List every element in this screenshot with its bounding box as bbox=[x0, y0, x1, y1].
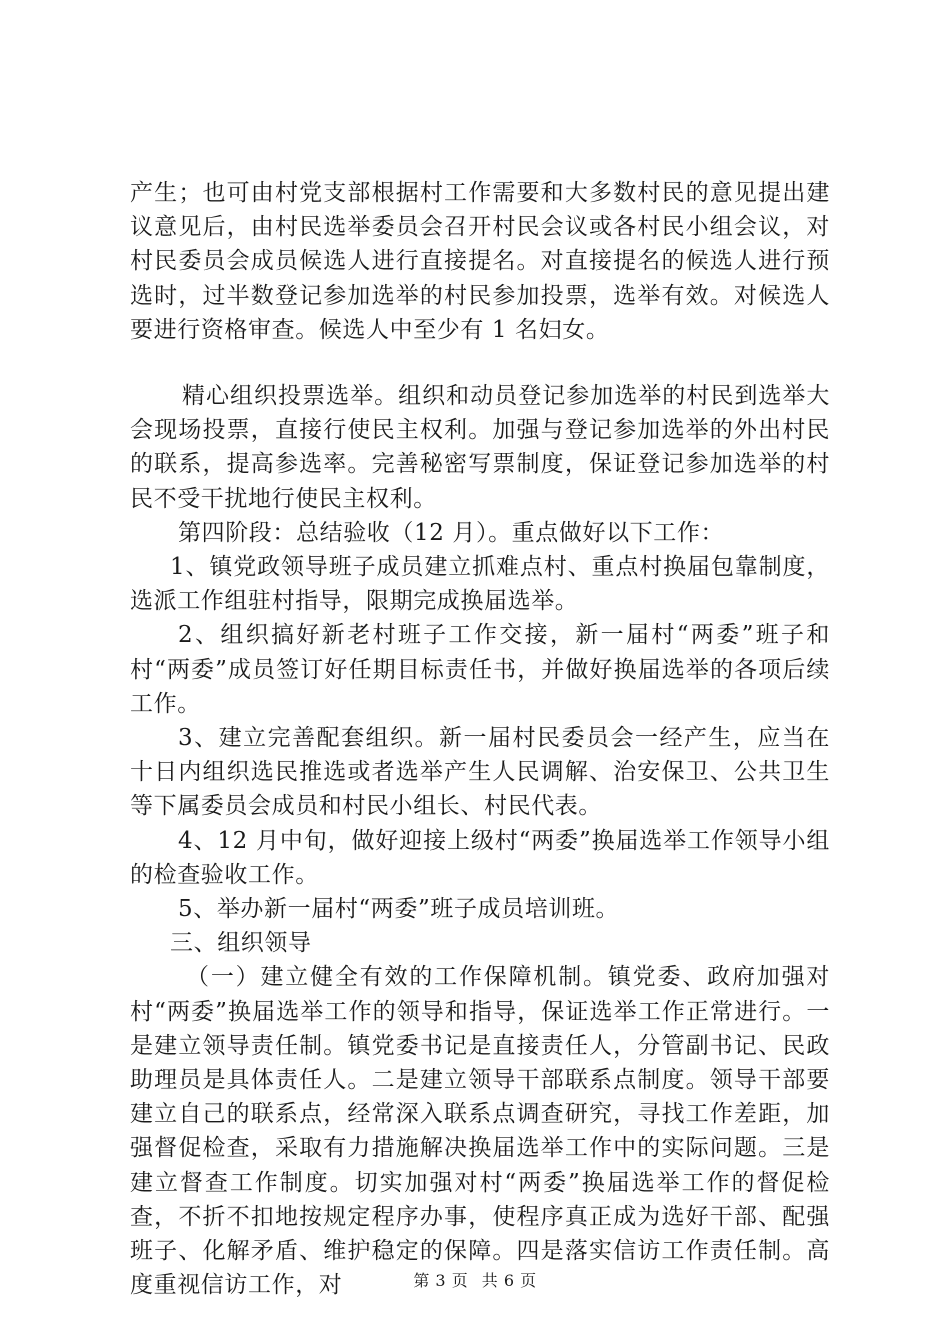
document-body bbox=[130, 176, 830, 1303]
paragraph-voting: 精心组织投票选举。组织和动员登记参加选举的村民到选举大会现场投票，直接行使民主权利。加强与登记参加选举的外出村民的联系，提高参选率。完善秘密写票制度，保证登记参加选举的村民不受干扰地行使民主权利。 bbox=[130, 383, 830, 512]
page-total: 共 6 页 bbox=[481, 1271, 537, 1290]
paragraph-candidate-nomination: 产生；也可由村党支部根据村工作需要和大多数村民的意见提出建议意见后，由村民选举委员会召开村民会议或各村民小组会议，对村民委员会成员候选人进行直接提名。对直接提名的候选人进行预选时，过半数登记参加选举的村民参加投票，选举有效。对候选人要进行资格审查。候选人中至少有 1 名妇女。 bbox=[130, 180, 830, 343]
paragraph-item-1: 1、镇党政领导班子成员建立抓难点村、重点村换届包靠制度，选派工作组驻村指导，限期完成换届选举。 bbox=[130, 554, 830, 615]
section-heading-organization: 三、组织领导 bbox=[170, 930, 312, 957]
paragraph-item-2: 2、组织搞好新老村班子工作交接，新一届村“两委”班子和村“两委”成员签订好任期目标责任书，并做好换届选举的各项后续工作。 bbox=[130, 622, 830, 717]
paragraph-item-5: 5、举办新一届村“两委”班子成员培训班。 bbox=[178, 896, 620, 923]
page-number: 第 3 页 bbox=[413, 1271, 469, 1290]
page-footer bbox=[0, 1268, 950, 1291]
paragraph-item-4: 4、12 月中旬，做好迎接上级村“两委”换届选举工作领导小组的检查验收工作。 bbox=[130, 827, 830, 888]
paragraph-item-3: 3、建立完善配套组织。新一届村民委员会一经产生，应当在十日内组织选民推选或者选举产生人民调解、治安保卫、公共卫生等下属委员会成员和村民小组长、村民代表。 bbox=[130, 725, 830, 820]
paragraph-guarantee-mechanism: （一）建立健全有效的工作保障机制。镇党委、政府加强对村“两委”换届选举工作的领导和指导，保证选举工作正常进行。一是建立领导责任制。镇党委书记是直接责任人，分管副书记、民政助理员是具体责任人。二是建立领导干部联系点制度。领导干部要建立自己的联系点，经常深入联系点调查研究，寻找工作差距，加强督促检查，采取有力措施解决换届选举工作中的实际问题。三是建立督查工作制度。切实加强对村“两委”换届选举工作的督促检查，不折不扣地按规定程序办事，使程序真正成为选好干部、配强班子、化解矛盾、维护稳定的保障。四是落实信访工作责任制。高度重视信访工作，对 bbox=[130, 964, 830, 1299]
paragraph-stage-four: 第四阶段：总结验收（12 月）。重点做好以下工作： bbox=[178, 519, 725, 546]
